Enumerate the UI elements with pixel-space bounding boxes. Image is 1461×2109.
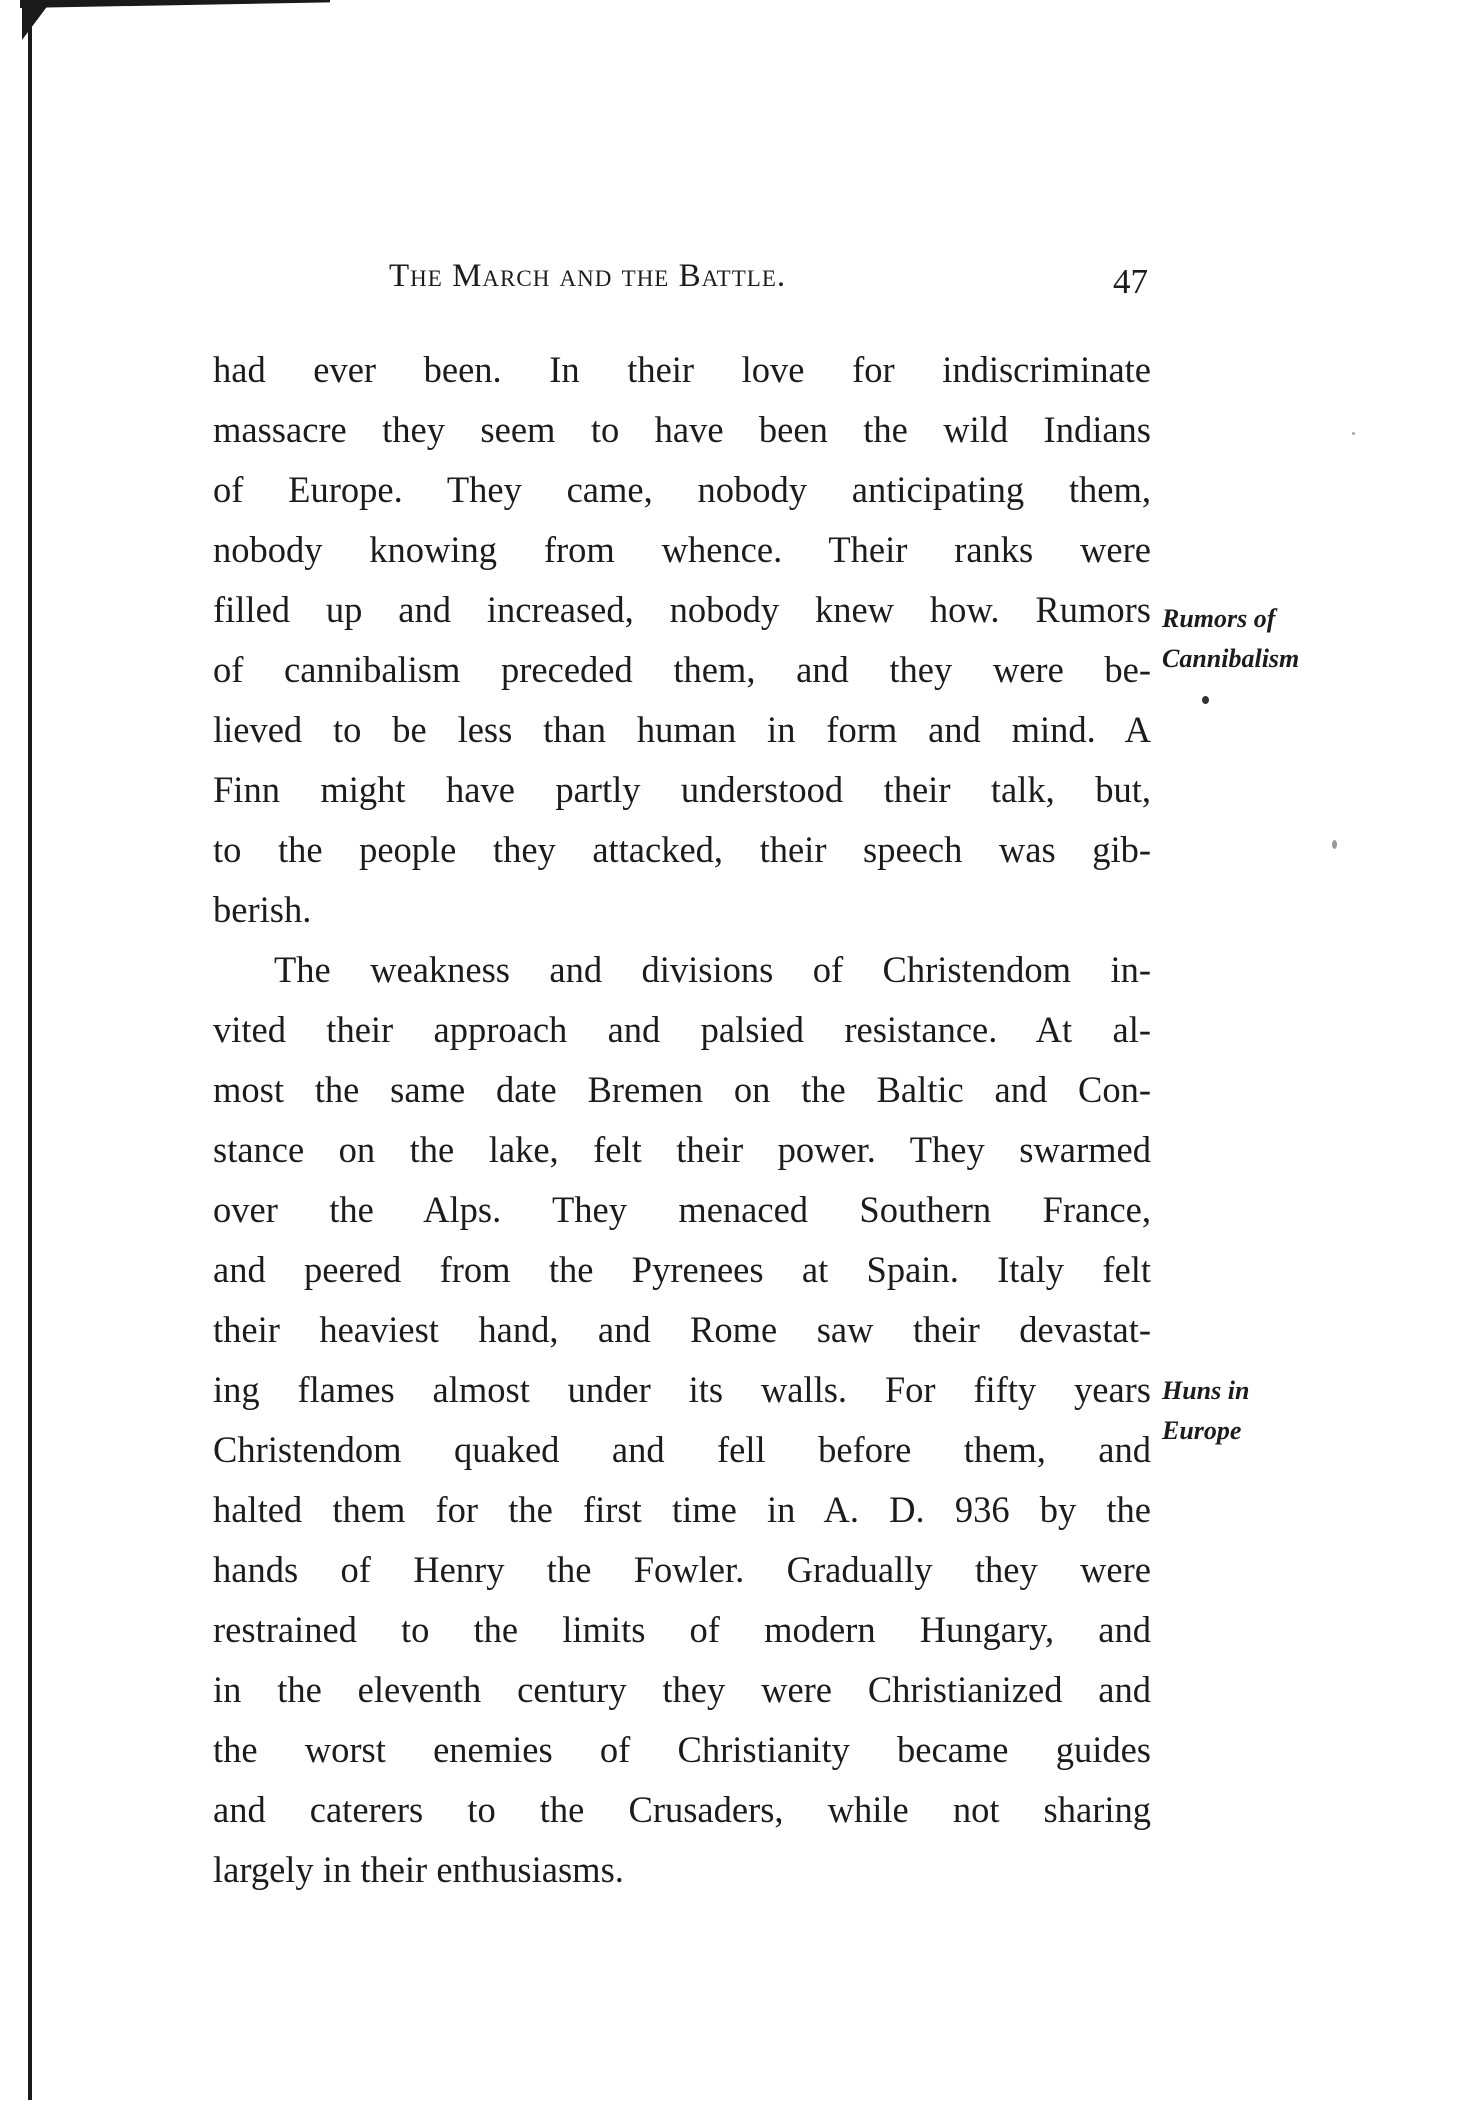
corner-shadow [22, 0, 52, 40]
text-line: the worst enemies of Christianity became guides [213, 1729, 1151, 1770]
text-line: filled up and increased, nobody knew how. Rumors [213, 589, 1151, 630]
running-title [389, 258, 786, 298]
ink-speck [1202, 696, 1209, 704]
text-line: massacre they seem to have been the wild Indians [213, 409, 1151, 450]
text-line: largely in their enthusiasms. [213, 1849, 624, 1890]
text-line: Christendom quaked and fell before them, and [213, 1429, 1151, 1470]
text-line: ing flames almost under its walls. For fifty years [213, 1369, 1151, 1410]
text-line: Finn might have partly understood their talk, but, [213, 769, 1151, 810]
text-line: their heaviest hand, and Rome saw their devastat- [213, 1309, 1151, 1350]
text-line: berish. [213, 889, 312, 930]
text-line: of Europe. They came, nobody anticipating them, [213, 469, 1151, 510]
margin-note-huns-line1: Huns in [1162, 1376, 1250, 1405]
text-line: and caterers to the Crusaders, while not sharing [213, 1789, 1151, 1830]
top-edge-shadow [20, 0, 330, 8]
text-line: over the Alps. They menaced Southern France, [213, 1189, 1151, 1230]
text-line: restrained to the limits of modern Hungary, and [213, 1609, 1151, 1650]
text-line: most the same date Bremen on the Baltic and Con- [213, 1069, 1151, 1110]
page-number: 47 [1113, 262, 1148, 301]
text-line: to the people they attacked, their speech was gib- [213, 829, 1151, 870]
margin-note-huns-line2: Europe [1162, 1416, 1242, 1445]
page-binding-edge [28, 10, 32, 2100]
text-line: hands of Henry the Fowler. Gradually they were [213, 1549, 1151, 1590]
text-line: The weakness and divisions of Christendom in- [274, 949, 1151, 990]
margin-note-rumors-line2: Cannibalism [1162, 644, 1300, 673]
text-line: halted them for the first time in A. D. 936 by the [213, 1489, 1151, 1530]
text-line: of cannibalism preceded them, and they were be- [213, 649, 1151, 690]
text-line: had ever been. In their love for indiscriminate [213, 349, 1151, 390]
running-title-text: The March and the Battle. [389, 258, 787, 294]
ink-speck [1332, 840, 1337, 849]
text-line: stance on the lake, felt their power. They swarmed [213, 1129, 1151, 1170]
text-line: in the eleventh century they were Christianized and [213, 1669, 1151, 1710]
margin-note-rumors-line1: Rumors of [1162, 604, 1276, 633]
ink-speck [1352, 432, 1355, 435]
text-line: and peered from the Pyrenees at Spain. Italy felt [213, 1249, 1151, 1290]
text-line: lieved to be less than human in form and mind. A [213, 709, 1151, 750]
text-line: nobody knowing from whence. Their ranks were [213, 529, 1151, 570]
text-line: vited their approach and palsied resistance. At al- [213, 1009, 1151, 1050]
